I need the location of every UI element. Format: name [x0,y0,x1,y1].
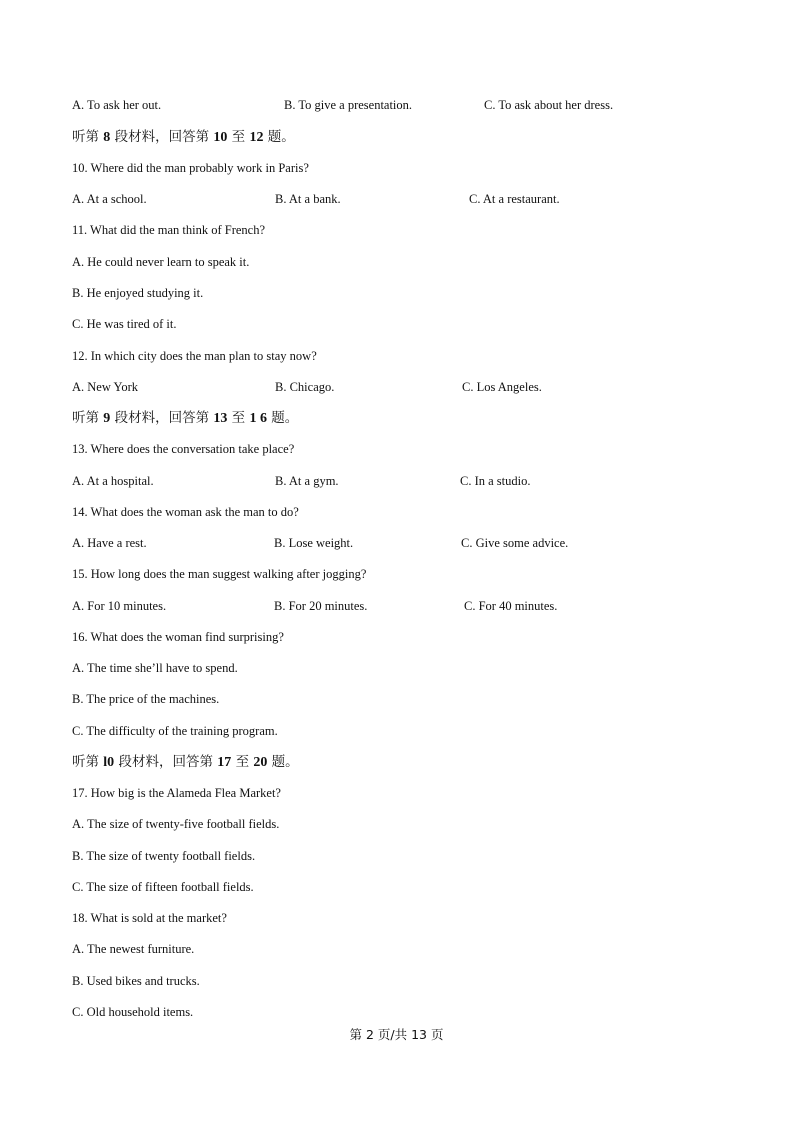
q10-option-c: C. At a restaurant. [469,192,560,206]
q15-stem: 15. How long does the man suggest walking after jogging? [72,567,367,581]
q18-option-c: C. Old household items. [72,1005,194,1019]
q14-option-a: A. Have a rest. [72,536,147,550]
q18-option-a: A. The newest furniture. [72,942,195,956]
q15-option-a: A. For 10 minutes. [72,599,167,613]
q11-stem: 11. What did the man think of French? [72,223,266,237]
q12-option-c: C. Los Angeles. [462,380,542,394]
q9-option-b: B. To give a presentation. [284,98,413,112]
q14-stem: 14. What does the woman ask the man to do? [72,505,299,519]
q17-option-c: C. The size of fifteen football fields. [72,880,254,894]
q18-option-b: B. Used bikes and trucks. [72,974,200,988]
q17-option-a: A. The size of twenty-five football fields. [72,817,280,831]
q9-option-a: A. To ask her out. [72,98,162,112]
section-heading-8: 听第 8 段材料，回答第 10 至 12 题。 [72,129,295,145]
q11-option-c: C. He was tired of it. [72,317,177,331]
page-number-footer: 第 2 页/共 13 页 [349,1027,444,1042]
q11-option-a: A. He could never learn to speak it. [72,255,250,269]
q11-option-b: B. He enjoyed studying it. [72,286,204,300]
q17-option-b: B. The size of twenty football fields. [72,849,256,863]
section-heading-10: 听第 l0 段材料，回答第 17 至 20 题。 [72,754,299,770]
q14-option-b: B. Lose weight. [274,536,354,550]
q13-stem: 13. Where does the conversation take place? [72,442,295,456]
q17-stem: 17. How big is the Alameda Flea Market? [72,786,281,800]
q13-option-b: B. At a gym. [275,474,339,488]
q10-option-a: A. At a school. [72,192,147,206]
q9-option-c: C. To ask about her dress. [484,98,614,112]
q12-stem: 12. In which city does the man plan to stay now? [72,349,317,363]
q13-option-c: C. In a studio. [460,474,531,488]
q12-option-b: B. Chicago. [275,380,335,394]
q16-option-c: C. The difficulty of the training program. [72,724,278,738]
section-heading-9: 听第 9 段材料，回答第 13 至 1 6 题。 [72,410,299,426]
q14-option-c: C. Give some advice. [461,536,569,550]
q13-option-a: A. At a hospital. [72,474,154,488]
q15-option-b: B. For 20 minutes. [274,599,368,613]
q16-option-a: A. The time she’ll have to spend. [72,661,238,675]
q12-option-a: A. New York [72,380,138,394]
q10-stem: 10. Where did the man probably work in Paris? [72,161,309,175]
q18-stem: 18. What is sold at the market? [72,911,227,925]
q10-option-b: B. At a bank. [275,192,341,206]
q15-option-c: C. For 40 minutes. [464,599,558,613]
q16-option-b: B. The price of the machines. [72,692,220,706]
q16-stem: 16. What does the woman find surprising? [72,630,284,644]
